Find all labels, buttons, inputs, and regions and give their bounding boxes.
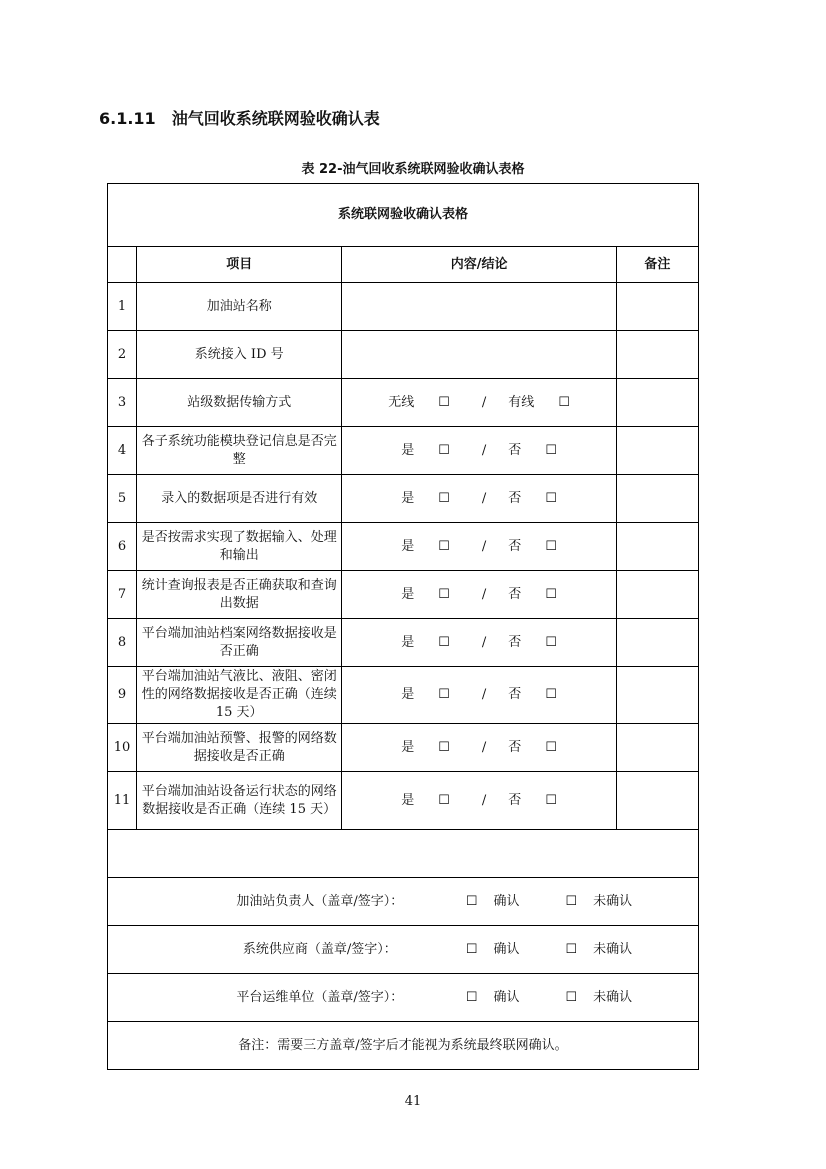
option-label-1: 是 <box>401 442 415 458</box>
row-remark[interactable] <box>616 772 698 830</box>
section-heading <box>99 106 380 129</box>
checkbox-2[interactable]: ☐ <box>545 739 557 755</box>
note-row <box>108 1022 699 1070</box>
row-item: 加油站名称 <box>137 283 342 331</box>
option-label-2: 否 <box>508 792 522 808</box>
option-label-1: 是 <box>401 739 415 755</box>
confirm-option[interactable] <box>466 893 520 911</box>
option-label-1: 是 <box>401 586 415 602</box>
separator: / <box>481 586 487 602</box>
table-header-row <box>108 247 699 283</box>
row-remark[interactable] <box>616 283 698 331</box>
choice-group <box>401 490 557 508</box>
unconfirm-option[interactable] <box>566 989 633 1007</box>
checkbox-2[interactable]: ☐ <box>545 687 557 702</box>
option-label-2: 否 <box>508 490 522 506</box>
row-index: 1 <box>108 283 137 331</box>
confirm-checkbox[interactable]: ☐ <box>465 989 478 1005</box>
row-item: 平台端加油站设备运行状态的网络数据接收是否正确（连续 15 天） <box>137 772 342 830</box>
signature-cell <box>108 974 699 1022</box>
confirm-option[interactable] <box>466 941 520 959</box>
choice-group <box>401 792 557 810</box>
header-index <box>108 247 137 283</box>
section-number: 6.1.11 <box>99 109 156 128</box>
row-item: 系统接入 ID 号 <box>137 331 342 379</box>
confirmation-table <box>107 183 699 1070</box>
choice-group <box>401 538 557 556</box>
confirm-label: 确认 <box>493 941 520 957</box>
checkbox-1[interactable]: ☐ <box>438 634 450 650</box>
row-index: 10 <box>108 724 137 772</box>
row-content <box>342 427 616 475</box>
choice-group <box>388 394 570 412</box>
signature-label: 系统供应商（盖章/签字）： <box>242 941 397 957</box>
row-index: 3 <box>108 379 137 427</box>
row-index: 6 <box>108 523 137 571</box>
row-index: 4 <box>108 427 137 475</box>
table-row <box>108 667 699 724</box>
choice-group <box>401 686 557 704</box>
unconfirm-checkbox[interactable]: ☐ <box>565 989 578 1005</box>
checkbox-2[interactable]: ☐ <box>545 538 557 554</box>
separator: / <box>481 442 487 458</box>
table-row <box>108 523 699 571</box>
row-index: 7 <box>108 571 137 619</box>
header-content: 内容/结论 <box>342 247 616 283</box>
row-item: 统计查询报表是否正确获取和查询出数据 <box>137 571 342 619</box>
separator: / <box>481 538 487 554</box>
row-item: 各子系统功能模块登记信息是否完整 <box>137 427 342 475</box>
checkbox-2[interactable]: ☐ <box>545 586 557 602</box>
choice-group <box>401 442 557 460</box>
row-remark[interactable] <box>616 571 698 619</box>
table-caption: 表 22-油气回收系统联网验收确认表格 <box>301 162 525 177</box>
table-row <box>108 772 699 830</box>
row-item: 录入的数据项是否进行有效 <box>137 475 342 523</box>
row-content <box>342 619 616 667</box>
row-content <box>342 283 616 331</box>
signature-label: 加油站负责人（盖章/签字）： <box>236 893 404 909</box>
table-row <box>108 475 699 523</box>
row-remark[interactable] <box>616 331 698 379</box>
table-row <box>108 283 699 331</box>
header-item: 项目 <box>137 247 342 283</box>
table-row <box>108 571 699 619</box>
unconfirm-option[interactable] <box>566 941 633 959</box>
option-label-2: 否 <box>508 538 522 554</box>
checkbox-2[interactable]: ☐ <box>545 634 557 650</box>
checkbox-1[interactable]: ☐ <box>438 687 450 702</box>
row-content <box>342 523 616 571</box>
option-label-2: 否 <box>508 586 522 602</box>
checkbox-1[interactable]: ☐ <box>438 739 450 755</box>
row-content <box>342 571 616 619</box>
row-item: 平台端加油站气液比、液阻、密闭性的网络数据接收是否正确（连续 15 天） <box>137 667 342 724</box>
unconfirm-option[interactable] <box>566 893 633 911</box>
row-index: 5 <box>108 475 137 523</box>
option-label-1: 是 <box>401 538 415 554</box>
separator: / <box>481 634 487 650</box>
row-content <box>342 772 616 830</box>
checkbox-2[interactable]: ☐ <box>545 490 557 506</box>
separator: / <box>481 490 487 506</box>
blank-row <box>108 830 699 878</box>
option-label-1: 是 <box>401 490 415 506</box>
signature-section <box>108 878 699 1022</box>
option-label-2: 否 <box>508 442 522 458</box>
confirm-checkbox[interactable]: ☐ <box>465 893 478 909</box>
row-content <box>342 475 616 523</box>
blank-cell <box>108 830 699 878</box>
note-text: 备注：需要三方盖章/签字后才能视为系统最终联网确认。 <box>108 1022 699 1070</box>
row-content <box>342 331 616 379</box>
table-title: 系统联网验收确认表格 <box>108 184 699 247</box>
checkbox-1[interactable]: ☐ <box>438 442 450 458</box>
choice-group <box>401 739 557 757</box>
table-title-row <box>108 184 699 247</box>
unconfirm-label: 未确认 <box>593 989 633 1005</box>
row-content <box>342 667 616 724</box>
checkbox-2[interactable]: ☐ <box>545 792 557 808</box>
signature-row <box>108 926 699 974</box>
separator: / <box>481 792 487 808</box>
row-item: 站级数据传输方式 <box>137 379 342 427</box>
separator: / <box>481 739 487 755</box>
table-row <box>108 619 699 667</box>
checkbox-2[interactable]: ☐ <box>545 442 557 458</box>
unconfirm-label: 未确认 <box>593 893 633 909</box>
signature-cell <box>108 926 699 974</box>
row-remark[interactable] <box>616 724 698 772</box>
choice-group <box>401 634 557 652</box>
confirm-label: 确认 <box>493 989 520 1005</box>
row-content <box>342 379 616 427</box>
option-label-1: 无线 <box>388 394 415 410</box>
option-label-2: 否 <box>508 739 522 755</box>
option-label-2: 否 <box>508 634 522 650</box>
option-label-1: 是 <box>401 792 415 808</box>
row-remark[interactable] <box>616 475 698 523</box>
separator: / <box>481 687 487 702</box>
table-row <box>108 379 699 427</box>
checkbox-1[interactable]: ☐ <box>438 792 450 808</box>
signature-cell <box>108 878 699 926</box>
checkbox-1[interactable]: ☐ <box>438 538 450 554</box>
page-number: 41 <box>404 1094 422 1109</box>
unconfirm-checkbox[interactable]: ☐ <box>565 893 578 909</box>
signature-label: 平台运维单位（盖章/签字）： <box>236 989 404 1005</box>
table-row <box>108 331 699 379</box>
option-label-2: 有线 <box>508 394 535 410</box>
unconfirm-label: 未确认 <box>593 941 633 957</box>
row-remark[interactable] <box>616 667 698 724</box>
section-title: 油气回收系统联网验收确认表 <box>171 109 380 128</box>
row-index: 8 <box>108 619 137 667</box>
signature-row <box>108 974 699 1022</box>
row-index: 9 <box>108 667 137 724</box>
table-row <box>108 427 699 475</box>
confirm-option[interactable] <box>466 989 520 1007</box>
option-label-1: 是 <box>401 687 415 702</box>
row-remark[interactable] <box>616 379 698 427</box>
unconfirm-checkbox[interactable]: ☐ <box>565 941 578 957</box>
row-remark[interactable] <box>616 427 698 475</box>
table-body <box>108 283 699 830</box>
table-row <box>108 724 699 772</box>
checkbox-1[interactable]: ☐ <box>438 490 450 506</box>
checkbox-1[interactable]: ☐ <box>438 394 450 410</box>
checkbox-2[interactable]: ☐ <box>558 394 570 410</box>
row-item: 平台端加油站预警、报警的网络数据接收是否正确 <box>137 724 342 772</box>
separator: / <box>481 394 487 410</box>
option-label-2: 否 <box>508 687 522 702</box>
row-index: 2 <box>108 331 137 379</box>
signature-row <box>108 878 699 926</box>
choice-group <box>401 586 557 604</box>
row-content <box>342 724 616 772</box>
option-label-1: 是 <box>401 634 415 650</box>
row-item: 是否按需求实现了数据输入、处理和输出 <box>137 523 342 571</box>
confirm-label: 确认 <box>493 893 520 909</box>
row-remark[interactable] <box>616 619 698 667</box>
checkbox-1[interactable]: ☐ <box>438 586 450 602</box>
row-remark[interactable] <box>616 523 698 571</box>
header-remark: 备注 <box>616 247 698 283</box>
row-index: 11 <box>108 772 137 830</box>
row-item: 平台端加油站档案网络数据接收是否正确 <box>137 619 342 667</box>
confirm-checkbox[interactable]: ☐ <box>465 941 478 957</box>
